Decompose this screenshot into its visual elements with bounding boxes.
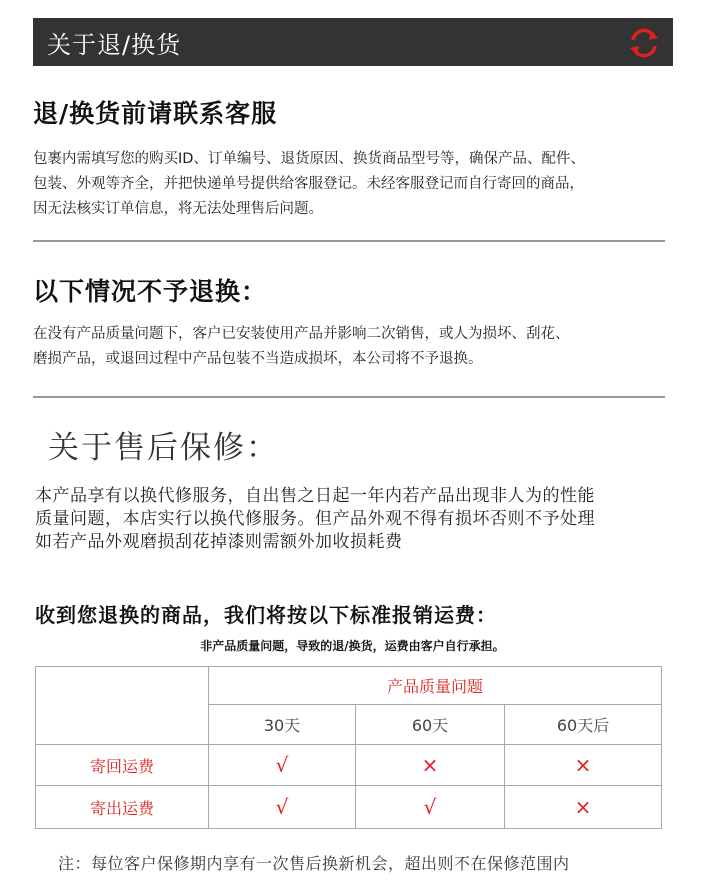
section3-text — [35, 485, 675, 554]
check-mark — [209, 745, 356, 786]
section2-line: 在没有产品质量问题下，客户已安装使用产品并影响二次销售，或人为损坏、刮花、 — [33, 326, 570, 342]
shipping-note: 非产品质量问题，导致的退/换货，运费由客户自行承担。 — [200, 639, 505, 653]
mark-symbol: √ — [275, 795, 289, 819]
header-title: 关于退/换货 — [47, 30, 182, 59]
section3-title: 关于售后保修： — [48, 430, 279, 466]
mark-symbol: √ — [423, 795, 437, 819]
row-label: 寄出运费 — [36, 786, 209, 829]
row-label: 寄回运费 — [36, 745, 209, 786]
section3-line: 质量问题，本店实行以换代修服务。但产品外观不得有损坏否则不予处理 — [35, 509, 595, 529]
shipping-fee-table — [35, 666, 662, 829]
mark-symbol: × — [421, 753, 439, 777]
section2-line: 磨损产品，或退回过程中产品包装不当造成损坏，本公司将不予退换。 — [33, 351, 483, 367]
check-mark — [209, 786, 356, 829]
mark-symbol: × — [574, 753, 592, 777]
table-col-header: 30天 — [209, 705, 356, 745]
check-mark — [356, 786, 505, 829]
table-corner-cell — [36, 667, 209, 745]
divider — [33, 396, 665, 398]
footnote: 注：每位客户保修期内享有一次售后换新机会，超出则不在保修范围内 — [58, 854, 570, 873]
cross-mark — [356, 745, 505, 786]
table-group-header: 产品质量问题 — [209, 667, 662, 705]
table-col-header: 60天 — [356, 705, 505, 745]
table-col-header: 60天后 — [505, 705, 662, 745]
section2-title: 以下情况不予退换： — [33, 277, 268, 306]
section3-line: 本产品享有以换代修服务，自出售之日起一年内若产品出现非人为的性能 — [35, 486, 595, 506]
section1-title: 退/换货前请联系客服 — [33, 99, 278, 128]
cross-mark — [505, 786, 662, 829]
section1-line: 包裹内需填写您的购买ID、订单编号、退货原因、换货商品型号等，确保产品、配件、 — [33, 151, 585, 167]
section1-line: 包装、外观等齐全，并把快递单号提供给客服登记。未经客服登记而自行寄回的商品， — [33, 176, 584, 192]
refresh-icon — [627, 26, 661, 60]
table-row — [36, 745, 662, 786]
section1-line: 因无法核实订单信息，将无法处理售后问题。 — [33, 201, 323, 217]
divider — [33, 240, 665, 242]
section3-line: 如若产品外观磨损刮花掉漆则需额外加收损耗费 — [35, 532, 403, 552]
section4-title: 收到您退换的商品，我们将按以下标准报销运费： — [35, 603, 497, 627]
section1-text — [33, 147, 673, 222]
cross-mark — [505, 745, 662, 786]
mark-symbol: √ — [275, 753, 289, 777]
table-row — [36, 786, 662, 829]
section2-text — [33, 322, 673, 372]
mark-symbol: × — [574, 795, 592, 819]
header-bar — [33, 18, 673, 66]
